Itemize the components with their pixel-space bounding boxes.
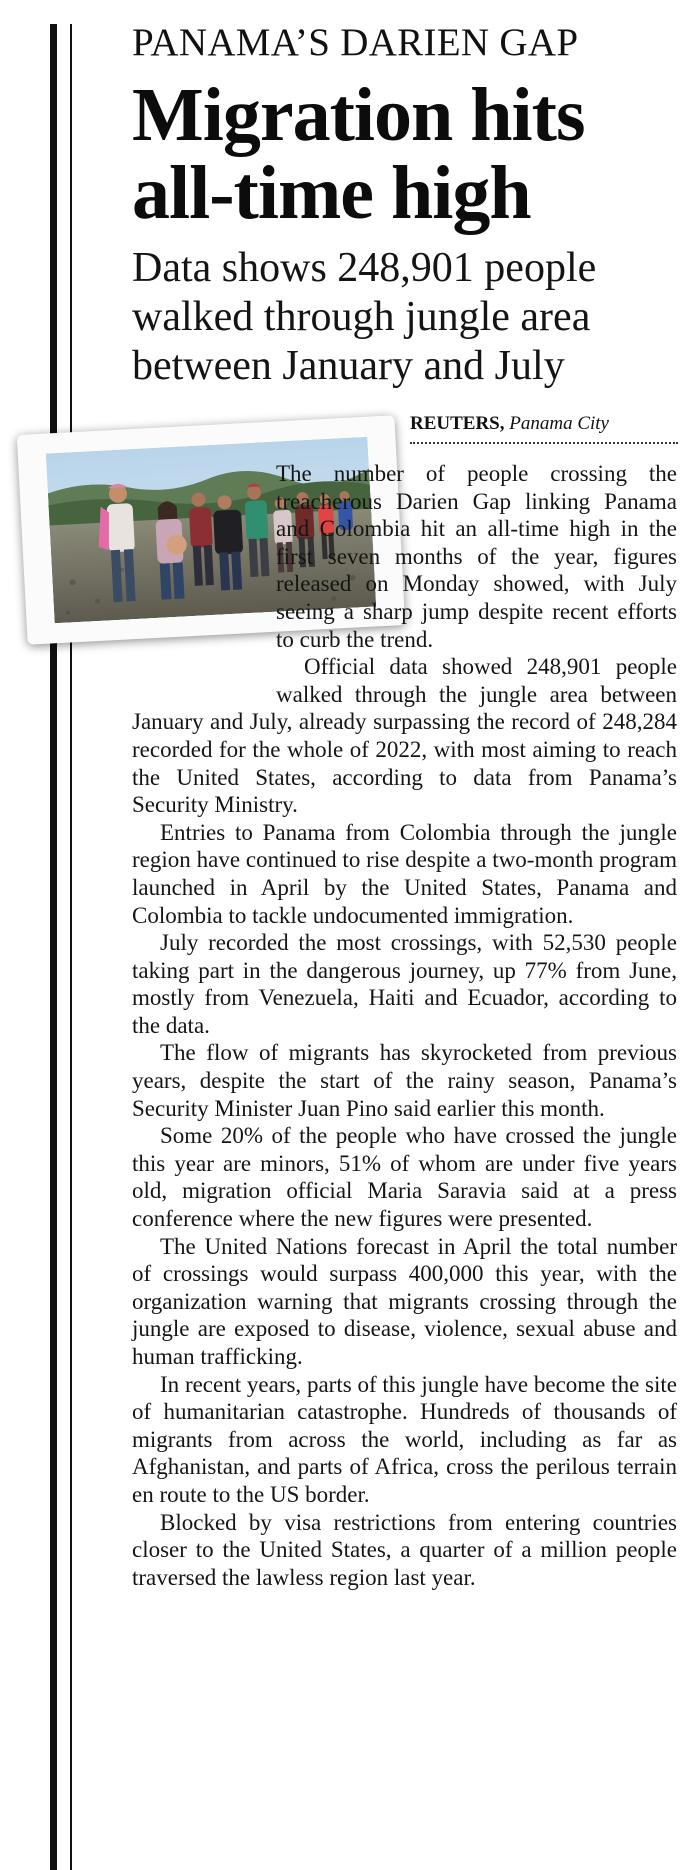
byline-place: Panama City xyxy=(509,413,609,434)
column-rule-thick xyxy=(50,24,57,1870)
article-paragraph: Blocked by visa restrictions from entering countries closer to the United States, a quarter of a million people traversed the lawless region last year. xyxy=(132,1509,677,1590)
byline-agency: REUTERS, xyxy=(410,413,505,434)
photo-wrap-space xyxy=(0,460,276,700)
article-paragraph: The number of people crossing the treacherous Darien Gap linking Panama and Colombia hit an all-time high in the first seven months of the year, figures released on Monday showed, with July seeing a sharp jump despite recent efforts to curb the trend. xyxy=(276,461,677,652)
article-paragraph: The United Nations forecast in April the total number of crossings would surpass 400,000 this year, with the organization warning that migrants crossing through the jungle are exposed to disease, violence, sexual abuse and human trafficking. xyxy=(132,1233,677,1369)
article-paragraph: Entries to Panama from Colombia through the jungle region have continued to rise despite a two-month program launched in April by the United States, Panama and Colombia to tackle undocumented immigration. xyxy=(132,819,677,928)
article-paragraph: July recorded the most crossings, with 52,530 people taking part in the dangerous journey, up 77% from June, mostly from Venezuela, Haiti and Ecuador, according to the data. xyxy=(132,930,677,1038)
article-body xyxy=(132,460,677,1591)
kicker: PANAMA’S DARIEN GAP xyxy=(132,21,579,64)
column-rule-thin xyxy=(70,24,72,1870)
article-paragraph: In recent years, parts of this jungle have become the site of humanitarian catastrophe. Hundreds of thousands of migrants from across the world, including as far as Afghanistan, and parts of Africa, cross the perilous terrain en route to the US border. xyxy=(132,1371,677,1507)
article-paragraph: Official data showed 248,901 people walked through the jungle area between January and July, already surpassing the record of 248,284 recorded for the whole of 2022, with most aiming to reach the United States, according to data from Panama’s Security Ministry. xyxy=(132,654,677,818)
headline: Migration hits all-time high xyxy=(132,73,585,235)
byline xyxy=(410,412,678,444)
article-paragraph: The flow of migrants has skyrocketed from previous years, despite the start of the rainy season, Panama’s Security Minister Juan Pino said earlier this month. xyxy=(132,1040,677,1121)
subheadline: Data shows 248,901 people walked through jungle area between January and July xyxy=(132,245,597,389)
article-paragraph: Some 20% of the people who have crossed the jungle this year are minors, 51% of whom are under five years old, migration official Maria Saravia said at a press conference where the new figures were presented. xyxy=(132,1123,677,1232)
